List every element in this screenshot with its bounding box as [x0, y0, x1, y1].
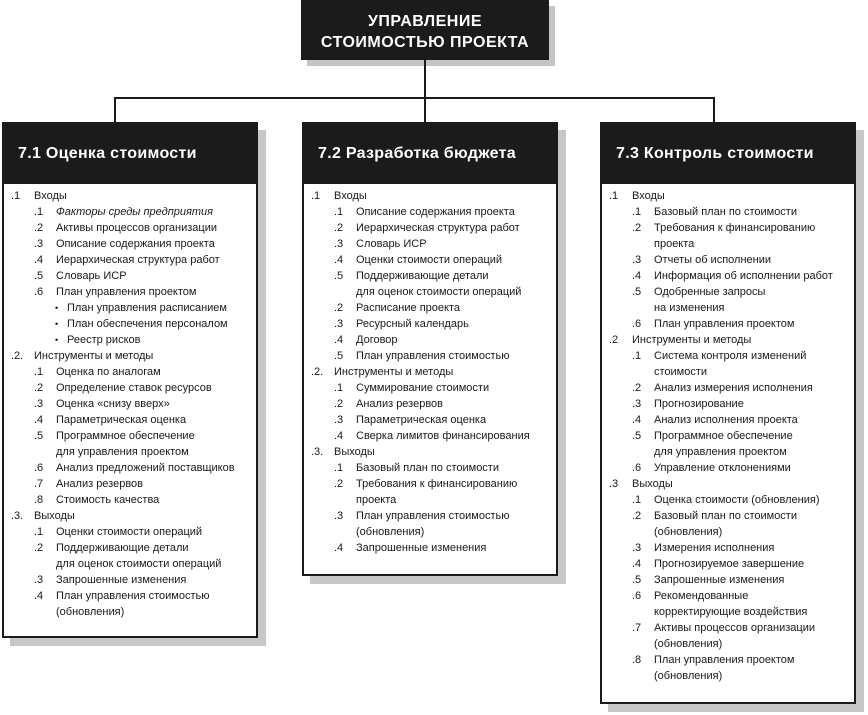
list-item	[602, 252, 854, 268]
list-item-continuation	[602, 300, 854, 316]
item-text: Управление отклонениями	[654, 462, 791, 474]
item-number: .4	[334, 334, 344, 346]
list-item-continuation	[304, 284, 556, 300]
item-number: .8	[34, 494, 44, 506]
item-text: Базовый план по стоимости	[654, 510, 797, 522]
section-header	[602, 476, 854, 492]
item-text: Требования к финансированию	[356, 478, 518, 490]
list-item	[602, 204, 854, 220]
list-item	[304, 236, 556, 252]
list-item-continuation	[304, 492, 556, 508]
item-number: .4	[34, 590, 44, 602]
item-number: .1	[632, 350, 642, 362]
connector-left	[114, 97, 116, 123]
item-number: .2	[334, 398, 344, 410]
item-number: .3	[334, 238, 344, 250]
process-box-cost-estimation	[2, 122, 258, 638]
list-item	[602, 412, 854, 428]
item-text: Рекомендованные	[654, 590, 749, 602]
process-box-budget	[302, 122, 558, 576]
list-item	[602, 268, 854, 284]
item-number: .2	[334, 222, 344, 234]
item-number: .6	[34, 286, 44, 298]
item-number: .5	[334, 350, 344, 362]
item-text: Договор	[356, 334, 398, 346]
item-number: .1	[632, 206, 642, 218]
diagram-title-box	[301, 0, 549, 60]
item-text: Выходы	[34, 510, 75, 522]
item-text: Поддерживающие детали	[356, 270, 489, 282]
item-number: .5	[632, 430, 642, 442]
list-item	[4, 572, 256, 588]
process-body	[304, 184, 556, 556]
item-text: Анализ резервов	[356, 398, 444, 410]
item-text: Активы процессов организации	[654, 622, 815, 634]
item-text: Отчеты об исполнении	[654, 254, 772, 266]
item-text: (обновления)	[56, 606, 125, 618]
item-number: .6	[34, 462, 44, 474]
process-body	[602, 184, 854, 684]
item-text: Описание содержания проекта	[56, 238, 215, 250]
list-item	[4, 476, 256, 492]
list-item-continuation	[602, 668, 854, 684]
list-item-continuation	[4, 444, 256, 460]
item-number: .2	[34, 222, 44, 234]
list-item	[304, 540, 556, 556]
list-item	[4, 204, 256, 220]
list-item	[602, 572, 854, 588]
list-item-continuation	[602, 524, 854, 540]
list-item	[602, 556, 854, 572]
item-number: .1	[311, 190, 321, 202]
item-number: .3	[34, 238, 44, 250]
item-text: Входы	[34, 190, 67, 202]
item-text: Требования к финансированию	[654, 222, 816, 234]
item-text: Выходы	[632, 478, 673, 490]
list-item	[602, 316, 854, 332]
item-text: План управления проектом	[56, 286, 197, 298]
item-number: .5	[632, 574, 642, 586]
item-number: .3.	[11, 510, 24, 522]
list-item-continuation	[4, 604, 256, 620]
list-item	[4, 412, 256, 428]
item-text: (обновления)	[654, 638, 723, 650]
item-text: Факторы среды предприятия	[56, 206, 214, 218]
section-header	[304, 444, 556, 460]
item-number: .7	[34, 478, 44, 490]
item-text: (обновления)	[654, 670, 723, 682]
bullet-marker: •	[55, 303, 59, 313]
item-text: План управления стоимостью	[356, 350, 510, 362]
list-item	[304, 396, 556, 412]
item-text: Параметрическая оценка	[56, 414, 187, 426]
list-item	[304, 268, 556, 284]
list-item-continuation	[4, 556, 256, 572]
list-item	[4, 220, 256, 236]
list-item	[4, 364, 256, 380]
item-text: Иерархическая структура работ	[56, 254, 220, 266]
item-number: .3	[334, 318, 344, 330]
list-item	[4, 492, 256, 508]
item-number: .1	[609, 190, 619, 202]
item-text: Инструменты и методы	[34, 350, 154, 362]
section-header	[602, 332, 854, 348]
item-text: стоимости	[654, 366, 708, 378]
item-number: .2.	[11, 350, 24, 362]
item-text: проекта	[654, 238, 695, 250]
item-text: для оценок стоимости операций	[356, 286, 522, 298]
item-text: План управления проектом	[654, 318, 795, 330]
list-item	[602, 284, 854, 300]
list-item	[602, 540, 854, 556]
item-text: Запрошенные изменения	[56, 574, 187, 586]
list-item-continuation	[602, 444, 854, 460]
item-text: Оценки стоимости операций	[356, 254, 503, 266]
item-number: .2	[34, 382, 44, 394]
bullet-marker: •	[55, 319, 59, 329]
list-item	[602, 348, 854, 364]
item-text: Активы процессов организации	[56, 222, 217, 234]
item-text: корректирующие воздействия	[654, 606, 808, 618]
list-item	[4, 396, 256, 412]
item-number: .2	[632, 510, 642, 522]
section-header	[4, 348, 256, 364]
item-number: .2	[609, 334, 619, 346]
item-number: .2	[632, 222, 642, 234]
list-item	[4, 284, 256, 300]
item-text: для управления проектом	[654, 446, 787, 458]
section-header	[4, 508, 256, 524]
item-number: .3	[334, 510, 344, 522]
item-number: .3.	[311, 446, 324, 458]
item-text: проекта	[356, 494, 397, 506]
item-number: .6	[632, 462, 642, 474]
list-item	[304, 412, 556, 428]
list-item-continuation	[602, 636, 854, 652]
item-text: на изменения	[654, 302, 725, 314]
item-text: Измерения исполнения	[654, 542, 775, 554]
list-item	[4, 524, 256, 540]
item-text: Входы	[334, 190, 367, 202]
list-item	[304, 220, 556, 236]
item-text: Выходы	[334, 446, 375, 458]
list-item	[304, 348, 556, 364]
item-number: .4	[632, 558, 642, 570]
list-item	[304, 316, 556, 332]
item-text: Определение ставок ресурсов	[56, 382, 212, 394]
item-number: .5	[34, 270, 44, 282]
list-item	[4, 428, 256, 444]
item-number: .1	[632, 494, 642, 506]
connector-horizontal	[114, 97, 715, 99]
item-number: .1	[334, 462, 344, 474]
item-text: Оценка «снизу вверх»	[56, 398, 170, 410]
item-text: Поддерживающие детали	[56, 542, 189, 554]
item-text: Анализ предложений поставщиков	[56, 462, 235, 474]
list-item	[304, 460, 556, 476]
item-text: для оценок стоимости операций	[56, 558, 222, 570]
item-text: План управления стоимостью	[56, 590, 210, 602]
list-item	[602, 620, 854, 636]
item-number: .4	[334, 430, 344, 442]
connector-trunk	[424, 60, 426, 98]
list-item-continuation	[602, 364, 854, 380]
list-item	[602, 588, 854, 604]
item-text: Суммирование стоимости	[356, 382, 490, 394]
item-text: Словарь ИСР	[356, 238, 427, 250]
item-text: Оценки стоимости операций	[56, 526, 203, 538]
item-text: Анализ исполнения проекта	[654, 414, 798, 426]
list-item	[602, 428, 854, 444]
item-text: Базовый план по стоимости	[654, 206, 797, 218]
title-line-2: СТОИМОСТЬЮ ПРОЕКТА	[320, 34, 530, 51]
item-number: .2	[34, 542, 44, 554]
item-text: Информация об исполнении работ	[654, 270, 833, 282]
item-number: .1	[34, 206, 44, 218]
item-number: .6	[632, 590, 642, 602]
bullet-item	[4, 300, 256, 316]
item-number: .3	[609, 478, 619, 490]
item-number: .6	[632, 318, 642, 330]
list-item	[304, 332, 556, 348]
item-text: Оценка по аналогам	[56, 366, 161, 378]
process-heading: 7.2 Разработка бюджета	[304, 124, 556, 184]
item-text: Оценка стоимости (обновления)	[654, 494, 820, 506]
list-item	[602, 396, 854, 412]
item-text: Программное обеспечение	[56, 430, 195, 442]
item-text: Анализ измерения исполнения	[654, 382, 813, 394]
item-number: .3	[632, 254, 642, 266]
process-heading: 7.3 Контроль стоимости	[602, 124, 854, 184]
bullet-item	[4, 332, 256, 348]
list-item	[602, 492, 854, 508]
item-text: Запрошенные изменения	[654, 574, 785, 586]
item-number: .5	[334, 270, 344, 282]
item-number: .2.	[311, 366, 324, 378]
list-item	[304, 300, 556, 316]
bullet-marker: •	[55, 335, 59, 345]
list-item	[304, 476, 556, 492]
list-item	[4, 460, 256, 476]
item-text: для управления проектом	[56, 446, 189, 458]
item-text: План управления расписанием	[67, 302, 227, 314]
item-text: Ресурсный календарь	[356, 318, 469, 330]
connector-right	[713, 97, 715, 123]
list-item	[304, 252, 556, 268]
list-item	[602, 380, 854, 396]
item-text: Описание содержания проекта	[356, 206, 515, 218]
item-text: (обновления)	[654, 526, 723, 538]
item-text: Прогнозируемое завершение	[654, 558, 805, 570]
item-text: Запрошенные изменения	[356, 542, 487, 554]
item-text: Входы	[632, 190, 665, 202]
list-item	[602, 652, 854, 668]
item-text: Реестр рисков	[67, 334, 141, 346]
item-number: .4	[632, 270, 642, 282]
list-item	[602, 220, 854, 236]
item-text: Расписание проекта	[356, 302, 460, 314]
process-box-cost-control	[600, 122, 856, 704]
item-number: .4	[334, 542, 344, 554]
item-text: План управления проектом	[654, 654, 795, 666]
list-item	[304, 204, 556, 220]
item-text: Словарь ИСР	[56, 270, 127, 282]
item-number: .3	[34, 574, 44, 586]
section-header	[304, 364, 556, 380]
item-number: .5	[34, 430, 44, 442]
item-number: .3	[334, 414, 344, 426]
list-item	[4, 380, 256, 396]
item-text: План обеспечения персоналом	[67, 318, 228, 330]
item-number: .2	[632, 382, 642, 394]
section-header	[602, 188, 854, 204]
item-text: Параметрическая оценка	[356, 414, 487, 426]
list-item	[4, 540, 256, 556]
item-number: .1	[11, 190, 21, 202]
item-number: .1	[334, 382, 344, 394]
item-text: Прогнозирование	[654, 398, 744, 410]
item-text: (обновления)	[356, 526, 425, 538]
item-text: Программное обеспечение	[654, 430, 793, 442]
item-number: .7	[632, 622, 642, 634]
process-body	[4, 184, 256, 620]
item-number: .3	[632, 542, 642, 554]
item-text: Анализ резервов	[56, 478, 144, 490]
item-number: .4	[334, 254, 344, 266]
process-heading: 7.1 Оценка стоимости	[4, 124, 256, 184]
item-text: Сверка лимитов финансирования	[356, 430, 530, 442]
item-number: .4	[34, 254, 44, 266]
item-text: Инструменты и методы	[632, 334, 752, 346]
item-number: .3	[34, 398, 44, 410]
item-text: Система контроля изменений	[654, 350, 807, 362]
list-item-continuation	[602, 236, 854, 252]
item-number: .8	[632, 654, 642, 666]
section-header	[304, 188, 556, 204]
item-number: .1	[34, 526, 44, 538]
item-number: .5	[632, 286, 642, 298]
item-number: .3	[632, 398, 642, 410]
item-text: Стоимость качества	[56, 494, 160, 506]
item-text: План управления стоимостью	[356, 510, 510, 522]
list-item	[4, 268, 256, 284]
connector-middle	[424, 97, 426, 123]
item-text: Одобренные запросы	[654, 286, 766, 298]
item-number: .2	[334, 478, 344, 490]
list-item	[602, 460, 854, 476]
list-item-continuation	[304, 524, 556, 540]
list-item	[304, 380, 556, 396]
list-item	[4, 588, 256, 604]
title-line-1: УПРАВЛЕНИЕ	[367, 13, 483, 30]
list-item	[602, 508, 854, 524]
list-item	[304, 508, 556, 524]
list-item	[4, 236, 256, 252]
item-number: .1	[334, 206, 344, 218]
list-item	[4, 252, 256, 268]
section-header	[4, 188, 256, 204]
item-text: Иерархическая структура работ	[356, 222, 520, 234]
list-item-continuation	[602, 604, 854, 620]
item-number: .1	[34, 366, 44, 378]
item-number: .4	[632, 414, 642, 426]
item-number: .4	[34, 414, 44, 426]
item-text: Базовый план по стоимости	[356, 462, 499, 474]
bullet-item	[4, 316, 256, 332]
item-text: Инструменты и методы	[334, 366, 454, 378]
item-number: .2	[334, 302, 344, 314]
list-item	[304, 428, 556, 444]
